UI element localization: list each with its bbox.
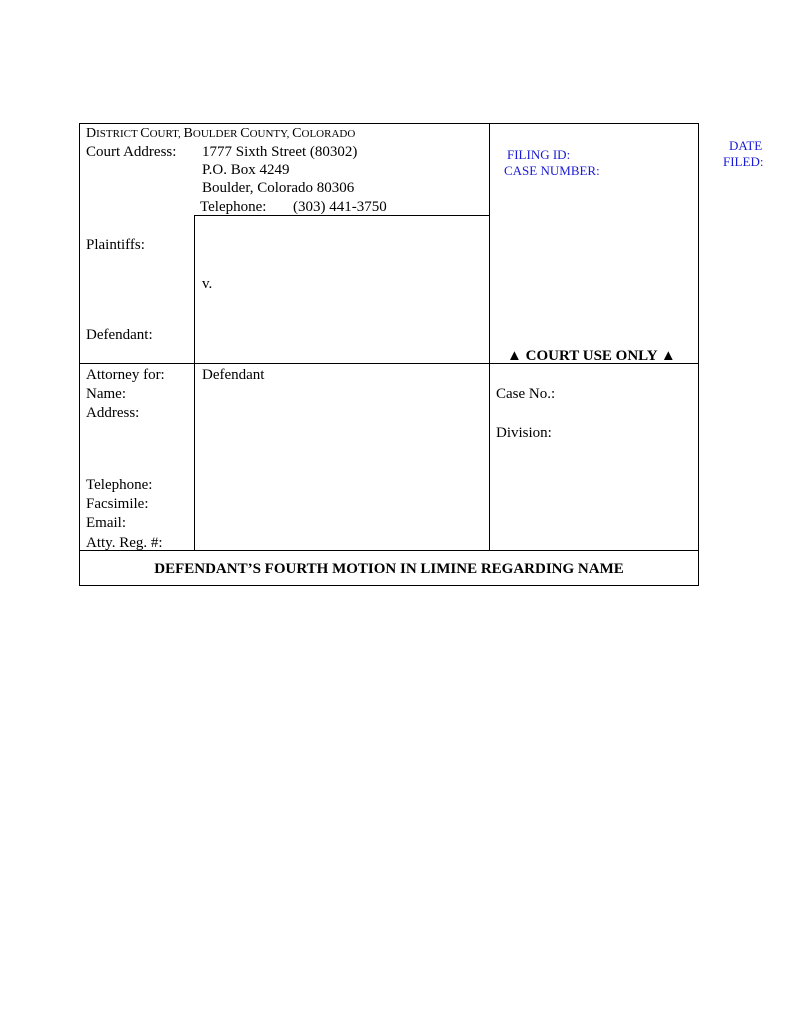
division-label: Division: xyxy=(496,425,552,441)
filing-id-label: FILING ID: xyxy=(507,147,571,162)
court-telephone: (303) 441-3750 xyxy=(293,199,387,215)
triangle-up-icon: ▲ xyxy=(507,348,522,364)
court-telephone-label: Telephone: xyxy=(200,199,267,215)
attorney-for-label: Attorney for: xyxy=(86,367,165,383)
court-address-line-3: Boulder, Colorado 80306 xyxy=(202,180,355,196)
attorney-facsimile-label: Facsimile: xyxy=(86,496,149,512)
divider-col-mid xyxy=(489,123,490,551)
court-name-part: BOULDER xyxy=(183,126,241,141)
court-name xyxy=(86,124,355,144)
plaintiffs-label: Plaintiffs: xyxy=(86,237,145,253)
attorney-reg-label: Atty. Reg. #: xyxy=(86,535,163,551)
court-use-only xyxy=(507,347,676,366)
date-filed-label-line-2: FILED: xyxy=(723,154,764,169)
border-bottom xyxy=(79,585,699,586)
court-name-part: DISTRICT xyxy=(86,126,141,141)
court-name-part: COLORADO xyxy=(292,126,356,141)
border-left xyxy=(79,123,80,586)
court-address-label: Court Address: xyxy=(86,144,177,160)
attorney-telephone-label: Telephone: xyxy=(86,477,153,493)
date-filed-label-line-1: DATE xyxy=(729,138,763,153)
case-no-label: Case No.: xyxy=(496,386,556,402)
court-use-only-label: COURT USE ONLY xyxy=(525,348,658,364)
attorney-email-label: Email: xyxy=(86,515,126,531)
divider-title xyxy=(79,550,699,551)
defendant-label: Defendant: xyxy=(86,327,153,343)
versus-label: v. xyxy=(202,276,213,292)
border-right xyxy=(698,123,699,586)
attorney-name-label: Name: xyxy=(86,386,126,402)
triangle-up-icon: ▲ xyxy=(660,348,676,364)
court-address-line-1: 1777 Sixth Street (80302) xyxy=(202,144,358,160)
attorney-address-label: Address: xyxy=(86,405,140,421)
court-address-line-2: P.O. Box 4249 xyxy=(202,162,290,178)
case-number-label: CASE NUMBER: xyxy=(504,163,600,178)
court-name-part: COURT, xyxy=(140,126,184,141)
court-name-part: COUNTY, xyxy=(240,126,293,141)
attorney-for-value: Defendant xyxy=(202,367,265,383)
document-title: DEFENDANT’S FOURTH MOTION IN LIMINE REGARDING NAME xyxy=(154,561,624,577)
divider-col-left xyxy=(194,215,195,551)
